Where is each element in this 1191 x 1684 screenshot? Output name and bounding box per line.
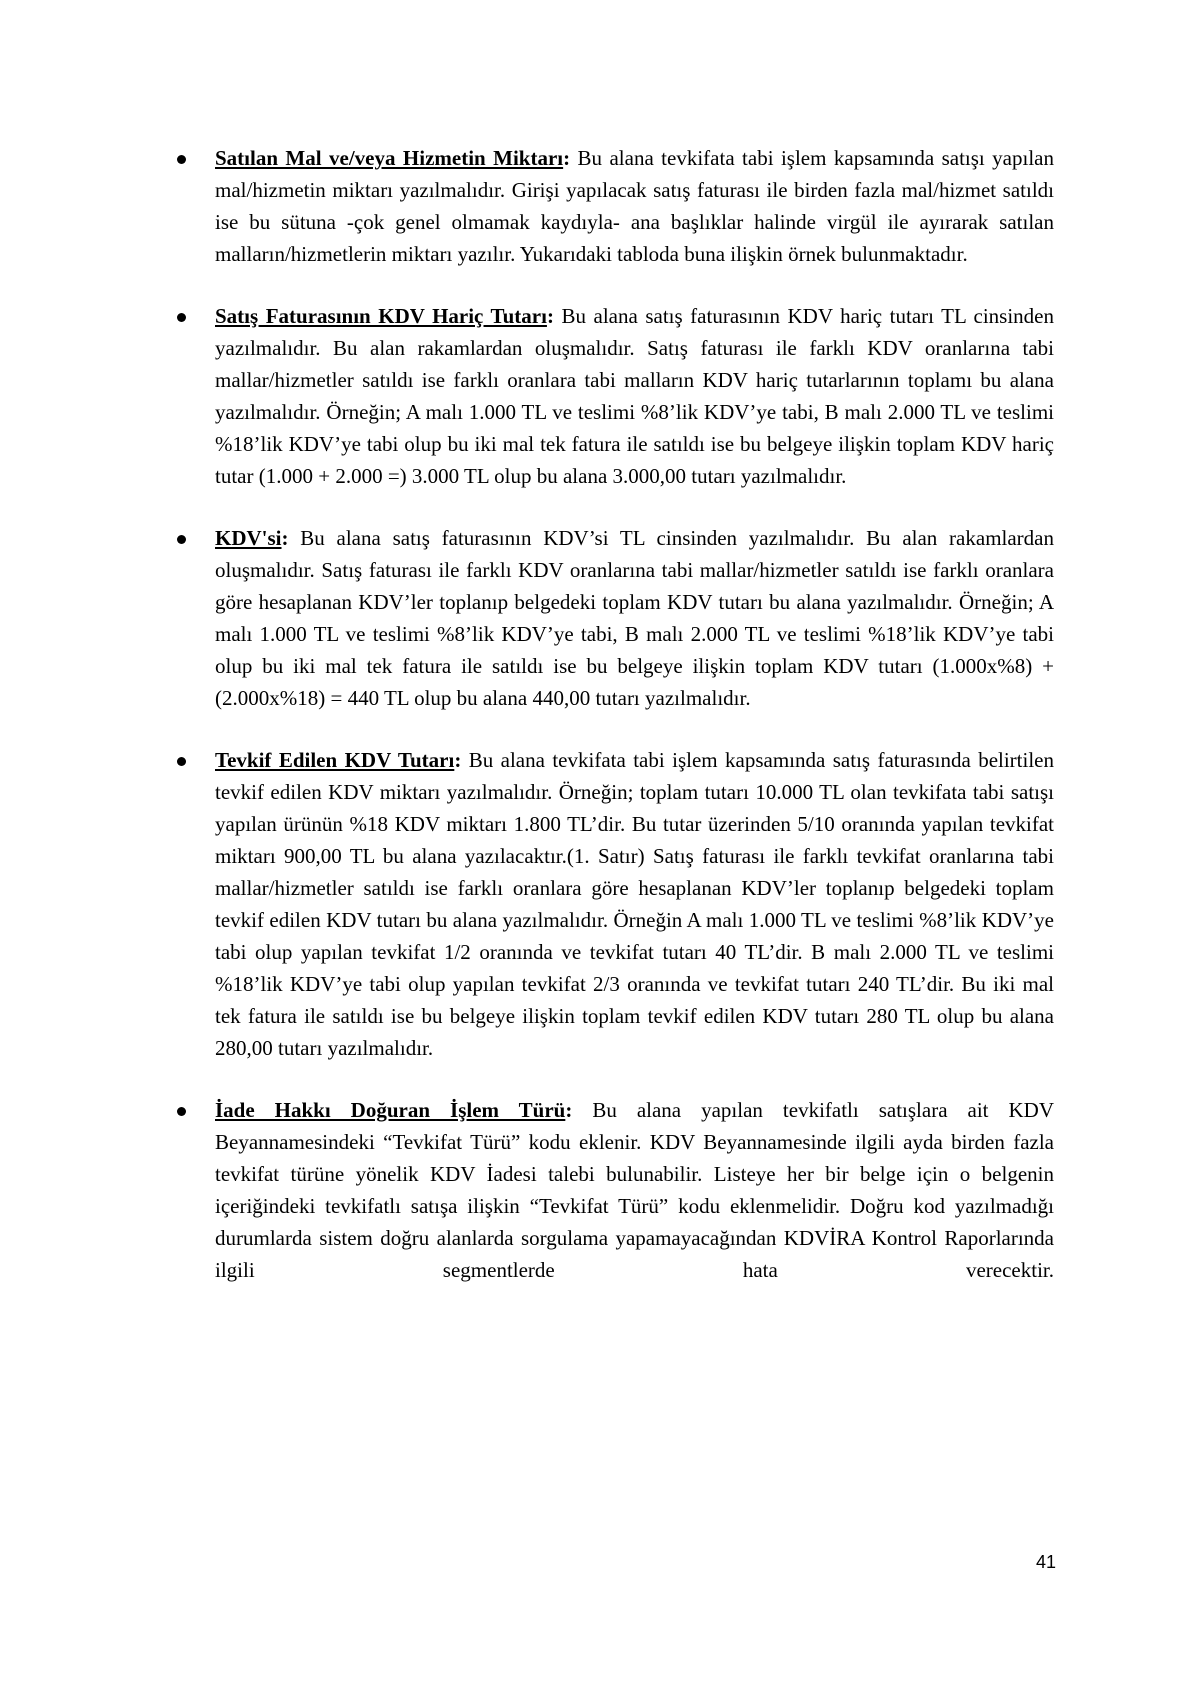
item-body: Bu alana satış faturasının KDV’si TL cinsinden yazılmalıdır. Bu alan rakamlardan oluşmalıdır. Satış faturası ile farklı KDV oranlarına tabi mallar/hizmetler satıldı ise farklı oranlara göre hesaplanan KDV’ler toplanıp belgedeki toplam KDV tutarı bu alana yazılmalıdır. Örneğin; A malı 1.000 TL ve teslimi %8’lik KDV’ye tabi, B malı 2.000 TL ve teslimi %18’lik KDV’ye tabi olup bu iki mal tek fatura ile satıldı ise bu belgeye ilişkin toplam KDV tutarı (1.000x%8) + (2.000x%18) = 440 TL olup bu alana 440,00 tutarı yazılmalıdır. (215, 526, 1054, 710)
item-heading: İade Hakkı Doğuran İşlem Türü (215, 1098, 566, 1122)
bullet-icon (177, 757, 186, 766)
item-heading: Satılan Mal ve/veya Hizmetin Miktarı (215, 146, 564, 170)
list-item (179, 142, 1054, 270)
bullet-icon (177, 535, 186, 544)
paragraph: Satılan Mal ve/veya Hizmetin Miktarı: Bu alana tevkifata tabi işlem kapsamında satışı yapılan mal/hizmetin miktarı yazılmalıdır. Girişi yapılacak satış faturası ile birden fazla mal/hizmet satıldı ise bu sütuna -çok genel olmamak kaydıyla- ana başlıklar halinde virgül ile ayırarak satılan malların/hizmetlerin miktarı yazılır. Yukarıdaki tabloda buna ilişkin örnek bulunmaktadır. (215, 146, 1054, 266)
item-body: Bu alana satış faturasının KDV hariç tutarı TL cinsinden yazılmalıdır. Bu alan rakamlardan oluşmalıdır. Satış faturası ile farklı KDV oranlarına tabi mallar/hizmetler satıldı ise farklı oranlara tabi malların KDV hariç tutarlarının toplamı bu alana yazılmalıdır. Örneğin; A malı 1.000 TL ve teslimi %8’lik KDV’ye tabi, B malı 2.000 TL ve teslimi %18’lik KDV’ye tabi olup bu iki mal tek fatura ile satıldı ise bu belgeye ilişkin toplam KDV hariç tutar (1.000 + 2.000 =) 3.000 TL olup bu alana 3.000,00 tutarı yazılmalıdır. (215, 304, 1055, 488)
item-heading: KDV'si (215, 526, 282, 550)
item-body: Bu alana yapılan tevkifatlı satışlara ait KDV Beyannamesindeki “Tevkifat Türü” kodu eklenir. KDV Beyannamesinde ilgili ayda birden fazla tevkifat türüne yönelik KDV İadesi talebi bulunabilir. Listeye her bir belge için o belgenin içeriğindeki tevkifatlı satışa ilişkin “Tevkifat Türü” kodu eklenmelidir. Doğru kod yazılmadığı durumlarda sistem doğru alanlarda sorgulama yapamayacağından KDVİRA Kontrol Raporlarında ilgili segmentlerde hata verecektir. (215, 1098, 1054, 1282)
paragraph: KDV'si: Bu alana satış faturasının KDV’si TL cinsinden yazılmalıdır. Bu alan rakamlardan oluşmalıdır. Satış faturası ile farklı KDV oranlarına tabi mallar/hizmetler satıldı ise farklı oranlara göre hesaplanan KDV’ler toplanıp belgedeki toplam KDV tutarı bu alana yazılmalıdır. Örneğin; A malı 1.000 TL ve teslimi %8’lik KDV’ye tabi, B malı 2.000 TL ve teslimi %18’lik KDV’ye tabi olup bu iki mal tek fatura ile satıldı ise bu belgeye ilişkin toplam KDV tutarı (1.000x%8) + (2.000x%18) = 440 TL olup bu alana 440,00 tutarı yazılmalıdır. (215, 526, 1054, 710)
paragraph: Satış Faturasının KDV Hariç Tutarı: Bu alana satış faturasının KDV hariç tutarı TL cinsinden yazılmalıdır. Bu alan rakamlardan oluşmalıdır. Satış faturası ile farklı KDV oranlarına tabi mallar/hizmetler satıldı ise farklı oranlara tabi malların KDV hariç tutarlarının toplamı bu alana yazılmalıdır. Örneğin; A malı 1.000 TL ve teslimi %8’lik KDV’ye tabi, B malı 2.000 TL ve teslimi %18’lik KDV’ye tabi olup bu iki mal tek fatura ile satıldı ise bu belgeye ilişkin toplam KDV hariç tutar (1.000 + 2.000 =) 3.000 TL olup bu alana 3.000,00 tutarı yazılmalıdır. (215, 304, 1055, 488)
item-heading: Satış Faturasının KDV Hariç Tutarı (215, 304, 547, 328)
list-item (179, 522, 1054, 714)
paragraph: Tevkif Edilen KDV Tutarı: Bu alana tevkifata tabi işlem kapsamında satış faturasında belirtilen tevkif edilen KDV miktarı yazılmalıdır. Örneğin; toplam tutarı 10.000 TL olan tevkifata tabi satışı yapılan ürünün %18 KDV miktarı 1.800 TL’dir. Bu tutar üzerinden 5/10 oranında yapılan tevkifat miktarı 900,00 TL bu alana yazılacaktır.(1. Satır) Satış faturası ile farklı tevkifat oranlarına tabi mallar/hizmetler satıldı ise farklı oranlara göre hesaplanan KDV’ler toplanıp belgedeki toplam tevkif edilen KDV tutarı bu alana yazılmalıdır. Örneğin A malı 1.000 TL ve teslimi %8’lik KDV’ye tabi olup yapılan tevkifat 1/2 oranında ve tevkifat tutarı 40 TL’dir. B malı 2.000 TL ve teslimi %18’lik KDV’ye tabi olup yapılan tevkifat 2/3 oranında ve tevkifat tutarı 240 TL’dir. Bu iki mal tek fatura ile satıldı ise bu belgeye ilişkin toplam tevkif edilen KDV tutarı 280 TL olup bu alana 280,00 tutarı yazılmalıdır. (215, 748, 1054, 1060)
bullet-icon (177, 155, 186, 164)
item-body: Bu alana tevkifata tabi işlem kapsamında satış faturasında belirtilen tevkif edilen KDV miktarı yazılmalıdır. Örneğin; toplam tutarı 10.000 TL olan tevkifata tabi satışı yapılan ürünün %18 KDV miktarı 1.800 TL’dir. Bu tutar üzerinden 5/10 oranında yapılan tevkifat miktarı 900,00 TL bu alana yazılacaktır.(1. Satır) Satış faturası ile farklı tevkifat oranlarına tabi mallar/hizmetler satıldı ise farklı oranlara göre hesaplanan KDV’ler toplanıp belgedeki toplam tevkif edilen KDV tutarı bu alana yazılmalıdır. Örneğin A malı 1.000 TL ve teslimi %8’lik KDV’ye tabi olup yapılan tevkifat 1/2 oranında ve tevkifat tutarı 40 TL’dir. B malı 2.000 TL ve teslimi %18’lik KDV’ye tabi olup yapılan tevkifat 2/3 oranında ve tevkifat tutarı 240 TL’dir. Bu iki mal tek fatura ile satıldı ise bu belgeye ilişkin toplam tevkif edilen KDV tutarı 280 TL olup bu alana 280,00 tutarı yazılmalıdır. (215, 748, 1054, 1060)
list-item (179, 744, 1054, 1064)
item-heading: Tevkif Edilen KDV Tutarı (215, 748, 455, 772)
item-body: Bu alana tevkifata tabi işlem kapsamında satışı yapılan mal/hizmetin miktarı yazılmalıdır. Girişi yapılacak satış faturası ile birden fazla mal/hizmet satıldı ise bu sütuna -çok genel olmamak kaydıyla- ana başlıklar halinde virgül ile ayırarak satılan malların/hizmetlerin miktarı yazılır. Yukarıdaki tabloda buna ilişkin örnek bulunmaktadır. (215, 146, 1054, 266)
paragraph: İade Hakkı Doğuran İşlem Türü: Bu alana yapılan tevkifatlı satışlara ait KDV Beyannamesindeki “Tevkifat Türü” kodu eklenir. KDV Beyannamesinde ilgili ayda birden fazla tevkifat türüne yönelik KDV İadesi talebi bulunabilir. Listeye her bir belge için o belgenin içeriğindeki tevkifatlı satışa ilişkin “Tevkifat Türü” kodu eklenmelidir. Doğru kod yazılmadığı durumlarda sistem doğru alanlarda sorgulama yapamayacağından KDVİRA Kontrol Raporlarında ilgili segmentlerde hata verecektir. (215, 1098, 1054, 1282)
bullet-icon (177, 313, 186, 322)
page-number: 41 (1036, 1552, 1057, 1572)
list-item (179, 1094, 1054, 1286)
list-item (179, 300, 1054, 492)
bullet-icon (177, 1107, 186, 1116)
bullet-list (179, 142, 1054, 1316)
